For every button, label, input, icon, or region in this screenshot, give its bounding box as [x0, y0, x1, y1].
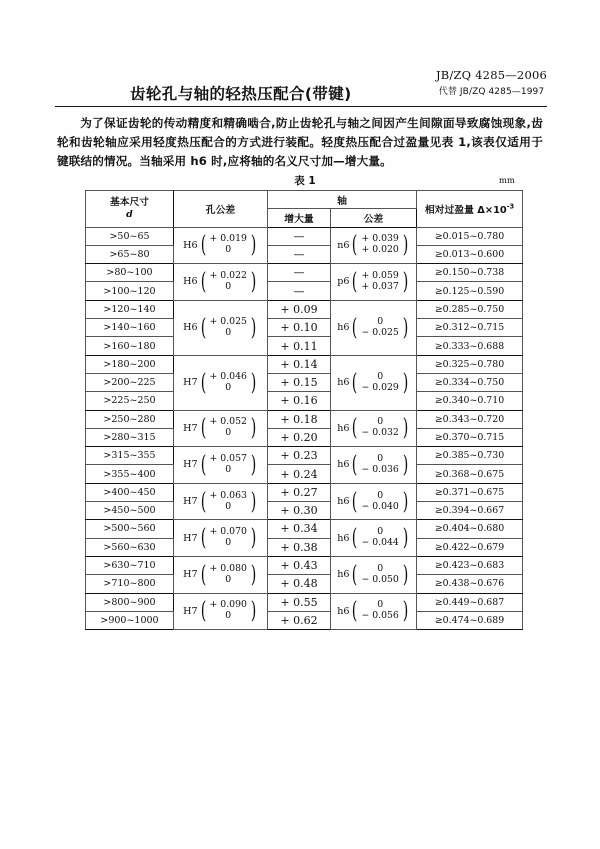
shaft-fit-upper: 0	[377, 599, 384, 611]
shaft-fit-lower: − 0.040	[361, 500, 399, 512]
table-body	[86, 227, 523, 630]
cell-shaft-tolerance	[331, 483, 417, 520]
shaft-fit-grade: h6	[337, 377, 350, 389]
cell-hole-tolerance	[174, 410, 268, 447]
shaft-fit-lower: − 0.032	[361, 427, 399, 439]
cell-relative-interference: ≥0.312~0.715	[417, 319, 523, 337]
hole-fit-grade: H7	[183, 532, 198, 544]
hole-fit-lower: 0	[225, 500, 232, 512]
table-row	[86, 428, 523, 446]
cell-increase: + 0.20	[268, 428, 331, 446]
table-row	[86, 337, 523, 355]
hole-fit-lower: 0	[225, 573, 232, 585]
table-row	[86, 227, 523, 245]
table-row	[86, 556, 523, 574]
intro-text: 为了保证齿轮的传动精度和精确啮合,防止齿轮孔与轴之间因产生间隙面导致腐蚀现象,齿轮和齿轮轴应采用轻度热压配合的方式进行装配。轻度热压配合过盈量见表 1,该表仅适用于键联结的情况。当轴采用 h6 时,应将轴的名义尺寸加—增大量。	[57, 116, 543, 168]
table-header-row-1	[86, 191, 523, 209]
hole-fit-lower: 0	[225, 381, 232, 393]
table-row	[86, 465, 523, 483]
shaft-fit-lower: − 0.036	[361, 463, 399, 475]
table-caption: 表 1	[294, 175, 316, 187]
hole-fit-upper: + 0.046	[209, 370, 247, 382]
hole-fit: H7 ( + 0.090 0 )	[183, 598, 257, 625]
hole-fit-grade: H7	[183, 422, 198, 434]
cell-basic-size: >710~800	[86, 575, 174, 593]
shaft-fit: h6 ( 0 − 0.025 )	[337, 314, 409, 341]
cell-basic-size: >225~250	[86, 392, 174, 410]
header-relative-interference-label: 相对过盈量 Δ×10	[424, 204, 507, 216]
hole-fit-upper: + 0.090	[209, 599, 247, 611]
hole-fit-grade: H7	[183, 605, 198, 617]
cell-shaft-tolerance	[331, 300, 417, 355]
cell-increase: + 0.23	[268, 447, 331, 465]
header-relative-interference-exponent: -3	[506, 202, 515, 211]
hole-fit: H7 ( + 0.057 0 )	[183, 451, 257, 478]
cell-increase: + 0.24	[268, 465, 331, 483]
hole-fit-lower: 0	[225, 463, 232, 475]
hole-fit: H6 ( + 0.022 0 )	[183, 268, 257, 295]
hole-fit: H6 ( + 0.019 0 )	[183, 232, 257, 259]
cell-increase: + 0.62	[268, 611, 331, 629]
unit-label: mm	[498, 176, 515, 186]
table-row	[86, 483, 523, 501]
cell-basic-size: >120~140	[86, 300, 174, 318]
cell-increase: —	[268, 264, 331, 282]
header-basic-size-symbol: d	[126, 208, 133, 220]
shaft-fit-upper: 0	[377, 526, 384, 538]
table-row	[86, 502, 523, 520]
cell-relative-interference: ≥0.449~0.687	[417, 593, 523, 611]
standard-code-block	[436, 68, 547, 98]
shaft-fit: h6 ( 0 − 0.040 )	[337, 488, 409, 515]
cell-increase: + 0.16	[268, 392, 331, 410]
cell-increase: + 0.14	[268, 355, 331, 373]
shaft-fit-grade: h6	[337, 459, 350, 471]
table-row	[86, 611, 523, 629]
cell-basic-size: >200~225	[86, 373, 174, 391]
hole-fit: H7 ( + 0.080 0 )	[183, 561, 257, 588]
cell-increase: + 0.34	[268, 520, 331, 538]
shaft-fit-upper: 0	[377, 315, 384, 327]
cell-hole-tolerance	[174, 227, 268, 264]
cell-increase: + 0.27	[268, 483, 331, 501]
header-basic-size	[86, 191, 174, 228]
cell-relative-interference: ≥0.013~0.600	[417, 245, 523, 263]
shaft-fit: h6 ( 0 − 0.032 )	[337, 415, 409, 442]
cell-basic-size: >140~160	[86, 319, 174, 337]
hole-fit-lower: 0	[225, 280, 232, 292]
shaft-fit-grade: p6	[337, 276, 350, 288]
hole-fit-grade: H6	[183, 322, 198, 334]
header-hole-tolerance: 孔公差	[174, 191, 268, 228]
page-title: 齿轮孔与轴的轻热压配合(带键)	[130, 85, 352, 103]
shaft-fit-lower: + 0.037	[361, 280, 399, 292]
shaft-fit-upper: 0	[377, 489, 384, 501]
table-row	[86, 575, 523, 593]
cell-relative-interference: ≥0.340~0.710	[417, 392, 523, 410]
cell-relative-interference: ≥0.150~0.738	[417, 264, 523, 282]
hole-fit-upper: + 0.022	[209, 270, 247, 282]
shaft-fit-lower: − 0.044	[361, 537, 399, 549]
hole-fit-lower: 0	[225, 537, 232, 549]
hole-fit-upper: + 0.052	[209, 416, 247, 428]
hole-fit-grade: H7	[183, 496, 198, 508]
cell-shaft-tolerance	[331, 227, 417, 264]
cell-shaft-tolerance	[331, 410, 417, 447]
table-row	[86, 373, 523, 391]
hole-fit-lower: 0	[225, 326, 232, 338]
cell-shaft-tolerance	[331, 355, 417, 410]
cell-increase: + 0.15	[268, 373, 331, 391]
cell-basic-size: >800~900	[86, 593, 174, 611]
cell-relative-interference: ≥0.325~0.780	[417, 355, 523, 373]
header-divider	[55, 106, 547, 107]
cell-relative-interference: ≥0.371~0.675	[417, 483, 523, 501]
cell-increase: + 0.55	[268, 593, 331, 611]
cell-basic-size: >50~65	[86, 227, 174, 245]
cell-basic-size: >315~355	[86, 447, 174, 465]
hole-fit: H7 ( + 0.052 0 )	[183, 415, 257, 442]
shaft-fit: h6 ( 0 − 0.044 )	[337, 525, 409, 552]
document-header	[55, 68, 547, 102]
shaft-fit-grade: h6	[337, 532, 350, 544]
shaft-fit: p6 ( + 0.059 + 0.037 )	[337, 268, 409, 295]
table-row	[86, 319, 523, 337]
cell-basic-size: >450~500	[86, 502, 174, 520]
cell-basic-size: >280~315	[86, 428, 174, 446]
shaft-fit-upper: 0	[377, 452, 384, 464]
hole-fit: H7 ( + 0.046 0 )	[183, 369, 257, 396]
cell-relative-interference: ≥0.334~0.750	[417, 373, 523, 391]
cell-basic-size: >160~180	[86, 337, 174, 355]
cell-shaft-tolerance	[331, 520, 417, 557]
hole-fit: H7 ( + 0.063 0 )	[183, 488, 257, 515]
shaft-fit-lower: − 0.056	[361, 610, 399, 622]
cell-shaft-tolerance	[331, 593, 417, 630]
cell-hole-tolerance	[174, 483, 268, 520]
cell-relative-interference: ≥0.368~0.675	[417, 465, 523, 483]
hole-fit-lower: 0	[225, 427, 232, 439]
cell-relative-interference: ≥0.015~0.780	[417, 227, 523, 245]
cell-basic-size: >65~80	[86, 245, 174, 263]
shaft-fit-grade: h6	[337, 569, 350, 581]
hole-fit-upper: + 0.063	[209, 489, 247, 501]
cell-increase: —	[268, 245, 331, 263]
hole-fit-lower: 0	[225, 610, 232, 622]
header-shaft: 轴	[268, 191, 417, 209]
shaft-fit-lower: − 0.029	[361, 381, 399, 393]
table-row	[86, 520, 523, 538]
cell-increase: + 0.09	[268, 300, 331, 318]
table-row	[86, 538, 523, 556]
hole-fit-lower: 0	[225, 244, 232, 256]
cell-shaft-tolerance	[331, 264, 417, 301]
cell-basic-size: >100~120	[86, 282, 174, 300]
shaft-fit-upper: 0	[377, 370, 384, 382]
hole-fit-grade: H7	[183, 377, 198, 389]
header-increase: 增大量	[268, 209, 331, 227]
cell-basic-size: >355~400	[86, 465, 174, 483]
shaft-fit-grade: h6	[337, 322, 350, 334]
table-head	[86, 191, 523, 228]
cell-increase: + 0.10	[268, 319, 331, 337]
header-shaft-tolerance: 公差	[331, 209, 417, 227]
cell-increase: + 0.38	[268, 538, 331, 556]
shaft-fit-lower: − 0.025	[361, 326, 399, 338]
shaft-fit: h6 ( 0 − 0.056 )	[337, 598, 409, 625]
cell-hole-tolerance	[174, 447, 268, 484]
cell-relative-interference: ≥0.404~0.680	[417, 520, 523, 538]
cell-relative-interference: ≥0.474~0.689	[417, 611, 523, 629]
cell-relative-interference: ≥0.385~0.730	[417, 447, 523, 465]
hole-fit: H7 ( + 0.070 0 )	[183, 525, 257, 552]
cell-increase: + 0.30	[268, 502, 331, 520]
cell-basic-size: >560~630	[86, 538, 174, 556]
table-row	[86, 410, 523, 428]
shaft-fit: n6 ( + 0.039 + 0.020 )	[337, 232, 409, 259]
hole-fit-upper: + 0.080	[209, 562, 247, 574]
cell-hole-tolerance	[174, 300, 268, 355]
cell-relative-interference: ≥0.394~0.667	[417, 502, 523, 520]
table-row	[86, 355, 523, 373]
cell-increase: + 0.43	[268, 556, 331, 574]
cell-basic-size: >180~200	[86, 355, 174, 373]
cell-increase: —	[268, 227, 331, 245]
shaft-fit-upper: + 0.059	[361, 270, 399, 282]
cell-shaft-tolerance	[331, 447, 417, 484]
cell-basic-size: >400~450	[86, 483, 174, 501]
hole-fit-upper: + 0.057	[209, 452, 247, 464]
cell-relative-interference: ≥0.343~0.720	[417, 410, 523, 428]
cell-hole-tolerance	[174, 593, 268, 630]
table-row	[86, 593, 523, 611]
cell-hole-tolerance	[174, 520, 268, 557]
cell-increase: + 0.18	[268, 410, 331, 428]
hole-fit: H6 ( + 0.025 0 )	[183, 314, 257, 341]
cell-hole-tolerance	[174, 264, 268, 301]
cell-basic-size: >630~710	[86, 556, 174, 574]
standard-replaces: 代替 JB/ZQ 4285—1997	[438, 86, 545, 97]
cell-basic-size: >500~560	[86, 520, 174, 538]
hole-fit-upper: + 0.019	[209, 233, 247, 245]
header-basic-size-label: 基本尺寸	[109, 196, 150, 208]
hole-fit-upper: + 0.025	[209, 315, 247, 327]
cell-hole-tolerance	[174, 556, 268, 593]
cell-basic-size: >80~100	[86, 264, 174, 282]
standard-code: JB/ZQ 4285—2006	[435, 68, 547, 82]
table-row	[86, 282, 523, 300]
shaft-fit-grade: h6	[337, 422, 350, 434]
table-row	[86, 245, 523, 263]
table-row	[86, 264, 523, 282]
shaft-fit-upper: + 0.039	[361, 233, 399, 245]
cell-basic-size: >250~280	[86, 410, 174, 428]
cell-relative-interference: ≥0.125~0.590	[417, 282, 523, 300]
cell-relative-interference: ≥0.333~0.688	[417, 337, 523, 355]
shaft-fit: h6 ( 0 − 0.036 )	[337, 451, 409, 478]
hole-fit-grade: H7	[183, 459, 198, 471]
shaft-fit-lower: − 0.050	[361, 573, 399, 585]
table-row	[86, 447, 523, 465]
shaft-fit-grade: n6	[337, 239, 350, 251]
shaft-fit-upper: 0	[377, 416, 384, 428]
cell-hole-tolerance	[174, 355, 268, 410]
header-relative-interference	[417, 191, 523, 228]
shaft-fit-upper: 0	[377, 562, 384, 574]
cell-relative-interference: ≥0.422~0.679	[417, 538, 523, 556]
hole-fit-grade: H6	[183, 239, 198, 251]
cell-basic-size: >900~1000	[86, 611, 174, 629]
fit-specification-table	[85, 190, 523, 630]
cell-relative-interference: ≥0.370~0.715	[417, 428, 523, 446]
intro-paragraph	[57, 114, 543, 171]
cell-relative-interference: ≥0.438~0.676	[417, 575, 523, 593]
shaft-fit-lower: + 0.020	[361, 244, 399, 256]
hole-fit-grade: H7	[183, 569, 198, 581]
hole-fit-upper: + 0.070	[209, 526, 247, 538]
shaft-fit: h6 ( 0 − 0.029 )	[337, 369, 409, 396]
table-row	[86, 392, 523, 410]
cell-increase: + 0.48	[268, 575, 331, 593]
shaft-fit: h6 ( 0 − 0.050 )	[337, 561, 409, 588]
shaft-fit-grade: h6	[337, 496, 350, 508]
hole-fit-grade: H6	[183, 276, 198, 288]
cell-shaft-tolerance	[331, 556, 417, 593]
table-row	[86, 300, 523, 318]
cell-increase: —	[268, 282, 331, 300]
cell-relative-interference: ≥0.285~0.750	[417, 300, 523, 318]
shaft-fit-grade: h6	[337, 605, 350, 617]
cell-increase: + 0.11	[268, 337, 331, 355]
cell-relative-interference: ≥0.423~0.683	[417, 556, 523, 574]
